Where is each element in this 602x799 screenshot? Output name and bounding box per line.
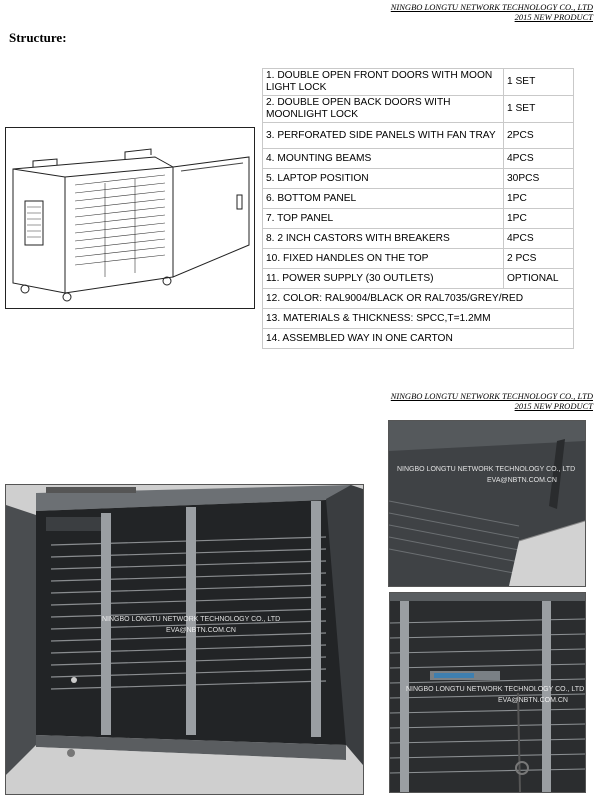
spec-item: 6. BOTTOM PANEL <box>263 189 504 209</box>
product-subtitle: 2015 NEW PRODUCT <box>514 401 593 411</box>
cabinet-top-image <box>389 421 585 586</box>
page-header-2 <box>391 391 593 411</box>
spec-row <box>263 309 574 329</box>
spec-item: 11. POWER SUPPLY (30 OUTLETS) <box>263 269 504 289</box>
spec-item: 5. LAPTOP POSITION <box>263 169 504 189</box>
spec-qty: 1PC <box>504 209 574 229</box>
company-name: NINGBO LONGTU NETWORK TECHNOLOGY CO., LTD <box>390 391 593 401</box>
spec-row <box>263 269 574 289</box>
cabinet-top-photo <box>388 420 586 587</box>
spec-row <box>263 209 574 229</box>
spec-item: 12. COLOR: RAL9004/BLACK OR RAL7035/GREY/RED <box>263 289 574 309</box>
spec-qty: 1 SET <box>504 69 574 96</box>
spec-qty: 30PCS <box>504 169 574 189</box>
spec-row <box>263 149 574 169</box>
spec-qty: 4PCS <box>504 149 574 169</box>
watermark-company: NINGBO LONGTU NETWORK TECHNOLOGY CO., LTD <box>397 466 576 473</box>
watermark-email: EVA@NBTN.COM.CN <box>487 477 557 484</box>
spec-item: 4. MOUNTING BEAMS <box>263 149 504 169</box>
cabinet-front-photo <box>5 484 364 795</box>
spec-row <box>263 169 574 189</box>
spec-qty: 2PCS <box>504 123 574 149</box>
cabinet-line-drawing <box>5 127 255 309</box>
spec-item: 14. ASSEMBLED WAY IN ONE CARTON <box>263 329 574 349</box>
spec-item: 2. DOUBLE OPEN BACK DOORS WITH MOONLIGHT LOCK <box>263 96 504 123</box>
spec-item: 8. 2 INCH CASTORS WITH BREAKERS <box>263 229 504 249</box>
spec-item: 10. FIXED HANDLES ON THE TOP <box>263 249 504 269</box>
spec-item: 1. DOUBLE OPEN FRONT DOORS WITH MOON LIGHT LOCK <box>263 69 504 96</box>
spec-qty: 1PC <box>504 189 574 209</box>
structure-heading: Structure: <box>9 30 67 45</box>
spec-row <box>263 229 574 249</box>
spec-row <box>263 189 574 209</box>
watermark-company: NINGBO LONGTU NETWORK TECHNOLOGY CO., LTD <box>406 686 585 693</box>
spec-qty: 4PCS <box>504 229 574 249</box>
spec-row <box>263 69 574 96</box>
watermark-email: EVA@NBTN.COM.CN <box>166 627 236 634</box>
cabinet-interior-photo <box>389 592 586 793</box>
spec-item: 7. TOP PANEL <box>263 209 504 229</box>
spec-item: 3. PERFORATED SIDE PANELS WITH FAN TRAY <box>263 123 504 149</box>
spec-row <box>263 289 574 309</box>
company-name: NINGBO LONGTU NETWORK TECHNOLOGY CO., LTD <box>390 2 593 12</box>
page-header <box>391 2 593 22</box>
spec-row <box>263 249 574 269</box>
spec-row <box>263 123 574 149</box>
spec-qty: OPTIONAL <box>504 269 574 289</box>
product-subtitle: 2015 NEW PRODUCT <box>514 12 593 22</box>
spec-item: 13. MATERIALS & THICKNESS: SPCC,T=1.2MM <box>263 309 574 329</box>
cabinet-front-image <box>6 485 363 794</box>
spec-qty: 2 PCS <box>504 249 574 269</box>
watermark-company: NINGBO LONGTU NETWORK TECHNOLOGY CO., LTD <box>102 616 281 623</box>
spec-table <box>262 68 574 349</box>
watermark-email: EVA@NBTN.COM.CN <box>498 697 568 704</box>
spec-row <box>263 329 574 349</box>
spec-qty: 1 SET <box>504 96 574 123</box>
spec-row <box>263 96 574 123</box>
